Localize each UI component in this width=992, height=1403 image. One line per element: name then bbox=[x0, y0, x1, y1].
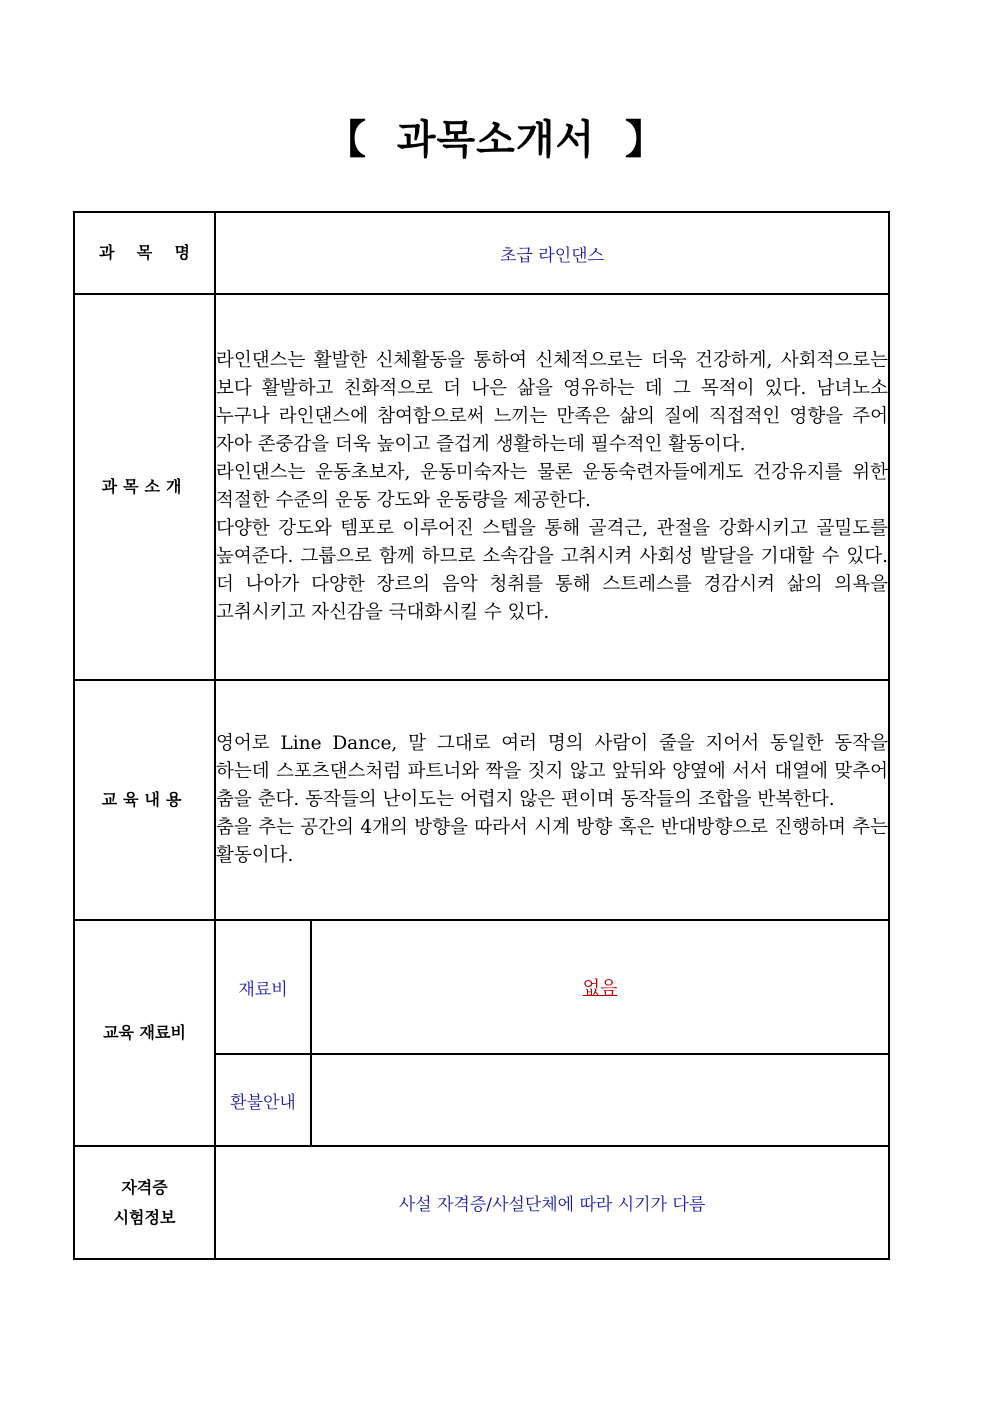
materials-label: 교육 재료비 bbox=[74, 920, 215, 1146]
subject-name-label-text: 과 목 명 bbox=[99, 243, 190, 262]
certificate-value: 사설 자격증/사설단체에 따라 시기가 다름 bbox=[215, 1146, 889, 1259]
material-fee-row bbox=[74, 920, 889, 1054]
education-content-label-text: 교육내용 bbox=[101, 790, 188, 809]
material-fee-cell bbox=[311, 920, 889, 1054]
education-content-paragraph-2: 춤을 추는 공간의 4개의 방향을 따라서 시계 방향 혹은 반대방향으로 진행하며 추는 활동이다. bbox=[216, 817, 888, 866]
subject-intro-text bbox=[215, 294, 889, 680]
certificate-label-line1: 자격증 bbox=[121, 1177, 168, 1197]
subject-intro-paragraph-2: 라인댄스는 운동초보자, 운동미숙자는 물론 운동숙련자들에게도 건강유지를 위한 적절한 수준의 운동 강도와 운동량을 제공한다. bbox=[216, 462, 888, 511]
subject-name-label bbox=[74, 212, 215, 294]
subject-intro-label-text: 과목소개 bbox=[101, 477, 188, 496]
education-content-text bbox=[215, 680, 889, 920]
subject-intro-row bbox=[74, 294, 889, 680]
refund-label: 환불안내 bbox=[215, 1054, 311, 1146]
certificate-row bbox=[74, 1146, 889, 1259]
refund-value bbox=[311, 1054, 889, 1146]
subject-name-row bbox=[74, 212, 889, 294]
course-info-table bbox=[73, 211, 890, 1260]
certificate-label-line2: 시험정보 bbox=[113, 1207, 176, 1227]
certificate-label bbox=[74, 1146, 215, 1259]
subject-intro-paragraph-3: 다양한 강도와 템포로 이루어진 스텝을 통해 골격근, 관절을 강화시키고 골밀도를 높여준다. 그룹으로 함께 하므로 소속감을 고취시켜 사회성 발달을 기대할 수 있다. 더 나아가 다양한 장르의 음악 청취를 통해 스트레스를 경감시켜 삶의 의욕을 고취시키고 자신감을 극대화시킬 수 있다. bbox=[216, 518, 888, 623]
education-content-row bbox=[74, 680, 889, 920]
education-content-paragraph-1: 영어로 Line Dance, 말 그대로 여러 명의 사람이 줄을 지어서 동일한 동작을 하는데 스포츠댄스처럼 파트너와 짝을 짓지 않고 앞뒤와 양옆에 서서 대열에 맞추어 춤을 춘다. 동작들의 난이도는 어렵지 않은 편이며 동작들의 조합을 반복한다. bbox=[216, 733, 888, 810]
education-content-label bbox=[74, 680, 215, 920]
material-fee-value: 없음 bbox=[582, 978, 618, 999]
subject-name-value: 초급 라인댄스 bbox=[215, 212, 889, 294]
page-title: 【 과목소개서 】 bbox=[326, 117, 666, 163]
subject-intro-label bbox=[74, 294, 215, 680]
subject-intro-paragraph-1: 라인댄스는 활발한 신체활동을 통하여 신체적으로는 더욱 건강하게, 사회적으로는 보다 활발하고 친화적으로 더 나은 삶을 영유하는 데 그 목적이 있다. 남녀노소 누구나 라인댄스에 참여함으로써 느끼는 만족은 삶의 질에 직접적인 영향을 주어 자아 존중감을 더욱 높이고 즐겁게 생활하는데 필수적인 활동이다. bbox=[216, 350, 888, 455]
material-fee-label: 재료비 bbox=[215, 920, 311, 1054]
